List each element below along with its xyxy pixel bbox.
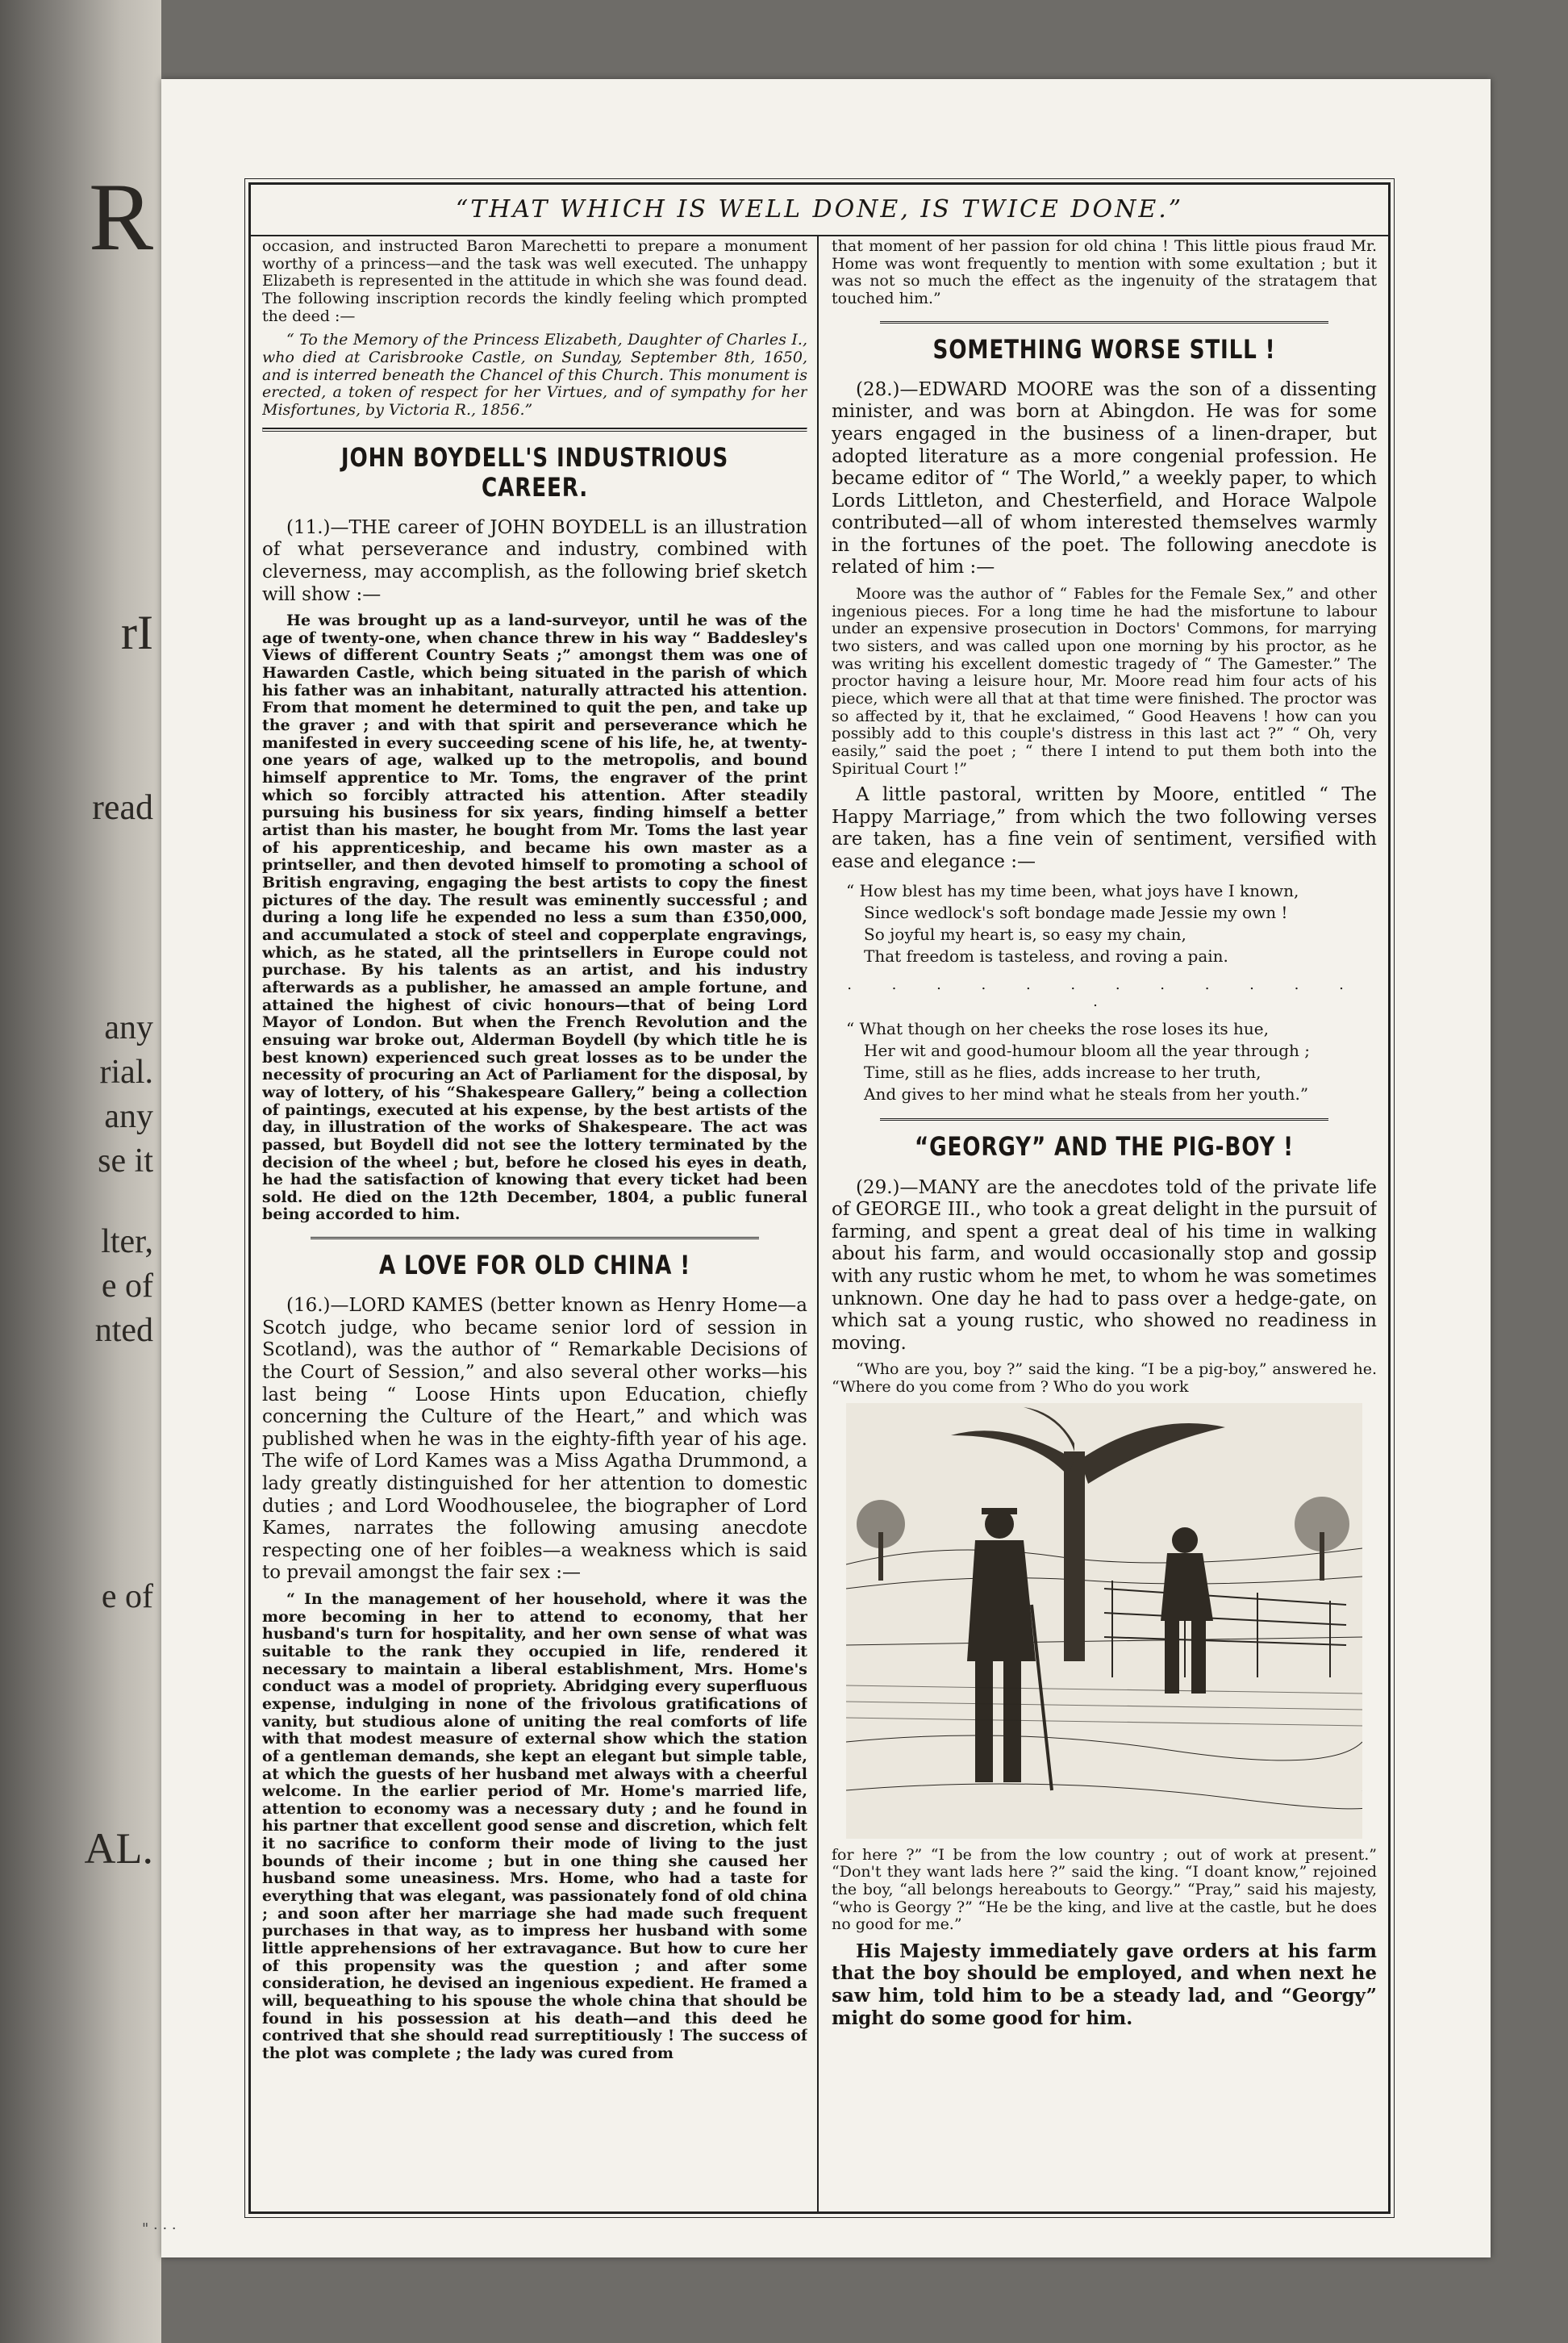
boydell-title: JOHN BOYDELL'S INDUSTRIOUS CAREER. (340, 441, 729, 503)
china-body: “ In the management of her household, where it was the more becoming in her to attend to economy, that her husband's turn for hospitality, and her own sense of what was suitable to the rank they occupied in life, rendered it necessary to maintain a liberal establishment, Mrs. Home's conduct was a model of propriety. Abridging every superfluous expense, indulging in none of the frivolous gratifications of vanity, but studious alone of uniting the real comforts of life with that modest measure of external show which the station of a gentleman demands, she kept an elegant but simple table, at which the guests of her husband met always with a cheerful welcome. In the earlier period of Mr. Home's married life, attention to economy was a necessary duty ; and he found in his partner that excellent good sense and discretion, which felt it no sacrifice to conform their mode of living to the just bounds of their income ; but in one thing she caused her husband some uneasiness. Mrs. Home, who had a taste for everything that was elegant, was passionately fond of old china ; and soon after her marriage she had made such frequent purchases in that way, as to impress her husband with some little apprehensions of her extravagance. But how to cure her of this propensity was the question ; and after some consideration, he devised an ingenious expedient. He framed a will, bequeathing to his spouse the whole china that should be found in his possession at his death—and this deed he contrived that she should read surreptitiously ! The success of the plot was complete ; the lady was cured from (262, 1589, 807, 2063)
verse-line: So joyful my heart is, so easy my chain, (864, 924, 1186, 944)
georgy-title: “GEORGY” AND THE PIG-BOY ! (915, 1131, 1294, 1163)
left-column (262, 238, 807, 2207)
verse-line: Her wit and good-humour bloom all the year through ; (864, 1041, 1311, 1061)
section-divider (880, 321, 1328, 324)
adjacent-page-fragment: any (104, 1098, 153, 1135)
page (161, 79, 1491, 2257)
georgy-dialog-end: for here ?” “I be from the low country ; out of work at present.” “Don't they want lads here ?” said the king. “I doant know,” rejoined the boy, “all belongs hereabouts to Georgy.” “Pray,” said his majesty, “who is Georgy ?” “He be the king, and live at the castle, but he does no good for me.” (832, 1845, 1377, 1934)
verse-separator: . . . . . . . . . . . . . (847, 975, 1362, 1010)
georgy-dialog-start: “Who are you, boy ?” said the king. “I be a pig-boy,” answered he. “Where do you come from ? Who do you work (832, 1360, 1377, 1396)
worse-title: SOMETHING WORSE STILL ! (932, 333, 1276, 365)
verse-line: That freedom is tasteless, and roving a pain. (864, 946, 1228, 966)
adjacent-page-fragment: e of (101, 1578, 153, 1615)
section-divider (880, 1118, 1328, 1121)
column-divider (817, 235, 819, 2211)
page-frame (248, 182, 1391, 2214)
worse-body: Moore was the author of “ Fables for the Female Sex,” and other ingenious pieces. For a long time he had the misfortune to labour under an expensive prosecution in Doctors' Commons, for marrying two sisters, and was called upon one morning by his proctor, as he was writing his excellent domestic tragedy of “ The Gamester.” The proctor having a leisure hour, Mr. Moore read him four acts of his piece, which were all that at that time were finished. The proctor was so affected by it, that he exclaimed, “ Good Heavens ! how can you possibly add to this couple's distress in this last act ?” “ Oh, very easily,” said the poet ; “ there I intend to put them both into the Spiritual Court !” (832, 585, 1377, 778)
verse-line: And gives to her mind what he steals from her youth.” (864, 1084, 1309, 1105)
verse-line: Time, still as he flies, adds increase to her truth, (864, 1063, 1261, 1083)
section-divider (311, 1237, 759, 1239)
adjacent-page-strip (0, 0, 161, 2343)
adjacent-page-fragment: R (88, 163, 153, 270)
china-lead: (16.)—LORD KAMES (better known as Henry Home—a Scotch judge, who became senior lord of session in Scotland), was the author of “ Remarkable Decisions of the Court of Session,” and also several other works—his last being “ Loose Hints upon Education, chiefly concerning the Culture of the Heart,” and which was published when he was in the eighty-fifth year of his age. The wife of Lord Kames was a Miss Agatha Drummond, a lady greatly distinguished for her attention to domestic duties ; and Lord Woodhouselee, the biographer of Lord Kames, narrates the following amusing anecdote respecting one of her foibles—a weakness which is said to prevail amongst the fair sex :— (262, 1295, 807, 1584)
boydell-lead: (11.)—THE career of JOHN BOYDELL is an illustration of what perseverance and industry, combined with cleverness, may accomplish, as the following brief sketch will show :— (262, 516, 807, 605)
adjacent-page-fragment: nted (94, 1312, 153, 1349)
adjacent-page-fragment: e of (101, 1268, 153, 1305)
verse-line: Since wedlock's soft bondage made Jessie my own ! (864, 902, 1288, 922)
page-header-motto: “THAT WHICH IS WELL DONE, IS TWICE DONE.” (251, 185, 1388, 236)
boydell-body: He was brought up as a land-surveyor, until he was of the age of twenty-one, when chance threw in his way “ Baddesley's Views of different Country Seats ;” amongst them was one of Hawarden Castle, which being situated in the parish of which his father was an inhabitant, naturally attracted his attention. From that moment he determined to quit the pen, and take up the graver ; and with that spirit and perseverance which he manifested in every succeeding scene of his life, he, at twenty-one years of age, walked up to the metropolis, and bound himself apprentice to Mr. Toms, the engraver of the print which so forcibly attracted his attention. After steadily pursuing his business for six years, finding himself a better artist than his master, he bought from Mr. Toms the last year of his apprenticeship, and became his own master as a printseller, and then devoted himself to promoting a school of British engraving, engaging the best artists to copy the finest pictures of the day. The result was eminently successful ; and during a long life he expended no less a sum than £350,000, and accumulated a stock of steel and copperplate engravings, which, as he stated, all the printsellers in Europe could not purchase. By his talents as an artist, and his industry afterwards as a publisher, he amassed an ample fortune, and attained the highest of civic honours—that of being Lord Mayor of London. But when the French Revolution and the ensuing war broke out, Alderman Boydell (by which title he is best known) experienced such great losses as to be under the necessity of procuring an Act of Parliament for the disposal, by way of lottery, of his “Shakespeare Gallery,” being a collection of paintings, executed at his expense, by the best artists of the day, in illustration of the works of Shakespeare. The act was passed, but Boydell did not see the lottery terminated by the decision of the wheel ; but, before he closed his eyes in death, he had the satisfaction of knowing that every ticket had been sold. He died on the 12th December, 1804, a public funeral being accorded to him. (262, 612, 807, 1224)
elizabeth-intro: occasion, and instructed Baron Marechetti to prepare a monument worthy of a princess—and the task was well executed. The unhappy Elizabeth is represented in the attitude in which she was found dead. The following inscription records the kindly feeling which prompted the deed :— (262, 238, 807, 325)
china-ending: that moment of her passion for old china ! This little pious fraud Mr. Home was wont frequently to mention with some exultation ; but it was not so much the effect as the ingenuity of the stratagem that touched him.” (832, 238, 1377, 307)
verse-two (846, 1018, 1377, 1105)
georgy-lead: (29.)—MANY are the anecdotes told of the private life of GEORGE III., who took a great delight in the pursuit of farming, and spent a great deal of his time in walking about his farm, and would occasionally stop and gossip with any rustic whom he met, to whom he was sometimes unknown. One day he had to pass over a hedge-gate, on which sat a young rustic, who showed no readiness in moving. (832, 1176, 1377, 1354)
verse-line: “ What though on her cheeks the rose loses its hue, (846, 1019, 1269, 1039)
footer-mark: " · · · (142, 2220, 177, 2237)
adjacent-page-fragment: AL. (84, 1824, 153, 1873)
adjacent-page-fragment: lter, (101, 1223, 153, 1260)
adjacent-page-fragment: any (104, 1009, 153, 1046)
verse-one (846, 880, 1377, 967)
verse-line: “ How blest has my time been, what joys have I known, (846, 880, 1299, 900)
china-title: A LOVE FOR OLD CHINA ! (378, 1250, 691, 1281)
adjacent-page-fragment: rial. (99, 1054, 153, 1091)
elizabeth-inscription: “ To the Memory of the Princess Elizabeth, Daughter of Charles I., who died at Carisbrooke Castle, on Sunday, September 8th, 1650, and is interred beneath the Chancel of this Church. This monument is erected, a token of respect for her Virtues, and of sympathy for her Misfortunes, by Victoria R., 1856.” (262, 331, 807, 419)
pastoral-intro: A little pastoral, written by Moore, entitled “ The Happy Marriage,” from which the two following verses are taken, has a fine vein of sentiment, versified with ease and elegance :— (832, 784, 1377, 873)
king-and-pig-boy-engraving (846, 1403, 1362, 1839)
adjacent-page-fragment: rI (121, 606, 153, 659)
right-column (832, 238, 1377, 2207)
georgy-ending: His Majesty immediately gave orders at his farm that the boy should be employed, and when next he saw him, told him to be a steady lad, and “Georgy” might do some good for him. (832, 1940, 1377, 2029)
section-divider (262, 428, 807, 432)
adjacent-page-fragment: se it (98, 1142, 153, 1180)
worse-lead: (28.)—EDWARD MOORE was the son of a dissenting minister, and was born at Abingdon. He was for some years engaged in the business of a linen-draper, but adopted literature as a more congenial profession. He became editor of “ The World,” a weekly paper, to which Lords Littleton, and Chesterfield, and Horace Walpole contributed—all of whom interested themselves warmly in the fortunes of the poet. The following anecdote is related of him :— (832, 378, 1377, 578)
adjacent-page-fragment: read (92, 787, 153, 827)
